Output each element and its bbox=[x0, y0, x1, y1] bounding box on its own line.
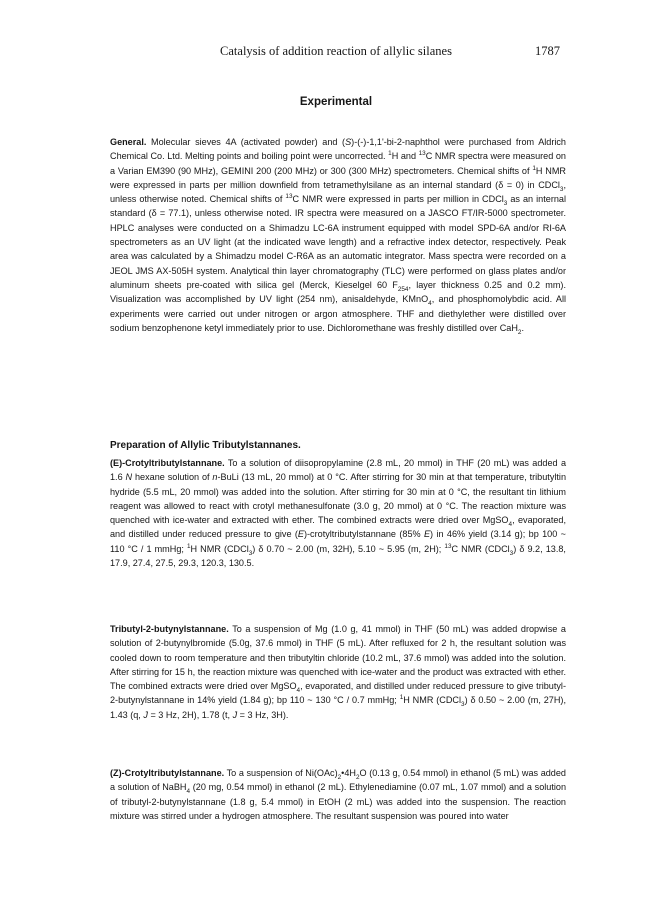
text: To a solution of diisopropylamine (2.8 mL, 20 mmol) in THF (20 mL) was added a 1.6 bbox=[110, 458, 566, 483]
preparation-heading: Preparation of Allylic Tributylstannanes. bbox=[110, 440, 301, 451]
text: C NMR (CDCl bbox=[451, 543, 510, 554]
text: 3 bbox=[559, 185, 564, 193]
e-crotyl-label: (E)-Crotyltributylstannane. bbox=[110, 458, 225, 468]
text: C NMR spectra were measured on a Varian EM390 (90 MHz), GEMINI 200 (200 MHz) or 300 (300 MHz) spectrometers. Chemical shifts of bbox=[110, 151, 566, 176]
text: ) in 46% yield (3.14 g); bp 100 ~ 110 °C / 1 mmHg; bbox=[110, 529, 566, 554]
text: ) δ 9.2, 13.8, 17.9, 27.4, 27.5, 29.3, 120.3, 130.5. bbox=[110, 543, 566, 569]
text: E bbox=[297, 529, 304, 540]
text: H NMR (CDCl bbox=[190, 543, 249, 554]
text: (20 mg, 0.54 mmol) in ethanol (2 mL). Ethylenediamine (0.07 mL, 1.07 mmol) and a solution of tributyl-2-butynylstannane (1.8 g, 5.4 mmol) in EtOH (2 mL) was added into the suspension. The reaction mixture was stirred under a hydrogen atmosphere. The resultant suspension was poured into water bbox=[110, 782, 566, 821]
text: , unless otherwise noted. Chemical shifts of bbox=[110, 179, 566, 205]
text: To a suspension of Mg (1.0 g, 41 mmol) in THF (50 mL) was added dropwise a solution of 2-butynylbromide (5.0g, 37.6 mmol) in THF (5 mL). After refluxed for 2 h, the resultant solution was cooled down to room temperature and then tributyltin chloride (10.2 mL, 37.6 mmol) was added into the solution. After stirring for 15 h, the reaction mixture was quenched with ice-water and the product was extracted with ether. The combined extracts were dried over MgSO bbox=[110, 624, 566, 692]
text: J bbox=[232, 709, 238, 720]
text: 3 bbox=[503, 200, 508, 207]
text: To a suspension of Ni(OAc) bbox=[224, 768, 338, 778]
text: = 3 Hz, 2H), 1.78 (t, bbox=[147, 709, 233, 720]
text: H NMR (CDCl bbox=[403, 695, 462, 706]
text: 13 bbox=[444, 542, 452, 550]
text: Molecular sieves 4A (activated powder) and ( bbox=[146, 137, 346, 147]
text: 1 bbox=[399, 694, 404, 702]
text: 2 bbox=[355, 773, 360, 781]
text: )-(-)-1,1'-bi-2-naphthol were purchased from Aldrich Chemical Co. Ltd. Melting points and boiling point were uncorrected. bbox=[110, 137, 566, 162]
text: N bbox=[125, 472, 133, 483]
z-crotyl-paragraph bbox=[110, 766, 566, 823]
running-head bbox=[0, 44, 672, 64]
text: O (0.13 g, 0.54 mmol) in ethanol (5 mL) was added a solution of NaBH bbox=[110, 768, 566, 793]
butynyl-paragraph bbox=[110, 622, 566, 722]
text: H and bbox=[391, 151, 419, 162]
text: -BuLi (13 mL, 20 mmol) at 0 °C. After stirring for 30 min at that temperature, tributyltin hydride (5.5 mL, 20 mmol) was added into the solution. After stirring for 30 min at 0 °C, the resultant tin lithium reagent was allowed to react with crotyl methanesulfonate (3.0 g, 20 mmol) at 0 °C. The reaction mixture was quenched with ice-water and extracted with ether. The combined extracts were dried over MgSO bbox=[110, 472, 566, 526]
text: ) δ 0.50 ~ 2.00 (m, 27H), 1.43 (q, bbox=[110, 695, 566, 720]
text: 1 bbox=[388, 150, 392, 158]
text: J bbox=[143, 709, 148, 720]
text: 4 bbox=[296, 687, 301, 694]
text: 13 bbox=[285, 193, 293, 201]
text: 4 bbox=[508, 521, 513, 528]
text: C NMR were expressed in parts per million in CDCl bbox=[292, 194, 504, 205]
text: = 3 Hz, 3H). bbox=[237, 709, 289, 720]
text: S bbox=[345, 137, 352, 147]
general-paragraph bbox=[110, 135, 566, 335]
text: , evaporated, and distilled under reduced pressure to give tributyl-2-butynylstannane in 14% yield (1.84 g); bp 110 ~ 130 °C / 0.7 mmHg; bbox=[110, 681, 566, 706]
text: . bbox=[521, 322, 524, 333]
text: 254 bbox=[397, 285, 409, 293]
page-number: 1787 bbox=[535, 44, 560, 58]
text: 2 bbox=[337, 773, 342, 781]
butynyl-label: Tributyl-2-butynylstannane. bbox=[110, 624, 229, 634]
text: hexane solution of bbox=[132, 472, 213, 483]
z-crotyl-label: (Z)-Crotyltributylstannane. bbox=[110, 768, 225, 778]
text: n bbox=[212, 472, 218, 483]
text: 13 bbox=[418, 150, 426, 158]
text: as an internal standard (δ = 77.1), unless otherwise noted. IR spectra were measured on a JASCO FT/IR-5000 spectrometer. HPLC analyses were conducted on a Shimadzu LC-6A instrument equipped with model SPD-6A and/or RI-6A spectrometers as an UV light (at the indicated wave length) and a refractive index detector, respectively. Peak area was calculated by a Shimadzu model C-R6A as an automatic integrator. Mass spectra were recorded on a JEOL JMS AX-505H system. Analytical thin layer chromatography (TLC) were performed on glass plates and/or aluminum sheets pre-coated with silica gel (Merck, Kieselgel 60 F bbox=[110, 194, 566, 290]
general-label: General. bbox=[110, 137, 147, 147]
text: )-crotyltributylstannane (85% bbox=[304, 529, 424, 540]
text: , evaporated, and distilled under reduced pressure to give ( bbox=[110, 515, 566, 540]
text: , and phosphomolybdic acid. All experiments were carried out under nitrogen or argon atmosphere. THF and diethylether were distilled over sodium benzophenone ketyl immediately prior to use. Dichloromethane was freshly distilled over CaH bbox=[110, 294, 566, 333]
text: •4H bbox=[341, 768, 356, 778]
text: H NMR were expressed in parts per million downfield from tetramethylsilane as an internal standard (δ = 0) in CDCl bbox=[110, 165, 566, 190]
text: 4 bbox=[428, 300, 432, 308]
section-title: Experimental bbox=[299, 96, 373, 108]
text: 1 bbox=[532, 164, 536, 172]
text: 4 bbox=[186, 788, 191, 796]
e-crotyl-paragraph bbox=[110, 456, 566, 570]
text: E bbox=[423, 529, 431, 540]
text: 3 bbox=[509, 549, 514, 557]
text: 3 bbox=[461, 701, 465, 709]
text: 2 bbox=[517, 328, 522, 336]
text: 3 bbox=[248, 549, 253, 557]
text: ) δ 0.70 ~ 2.00 (m, 32H), 5.10 ~ 5.95 (m, 2H); bbox=[252, 543, 445, 554]
text: 1 bbox=[186, 542, 191, 550]
text: , layer thickness 0.25 and 0.2 mm). Visualization was accomplished by UV light (254 nm), anisaldehyde, KMnO bbox=[110, 279, 566, 305]
running-title: Catalysis of addition reaction of allylic silanes bbox=[220, 44, 452, 58]
